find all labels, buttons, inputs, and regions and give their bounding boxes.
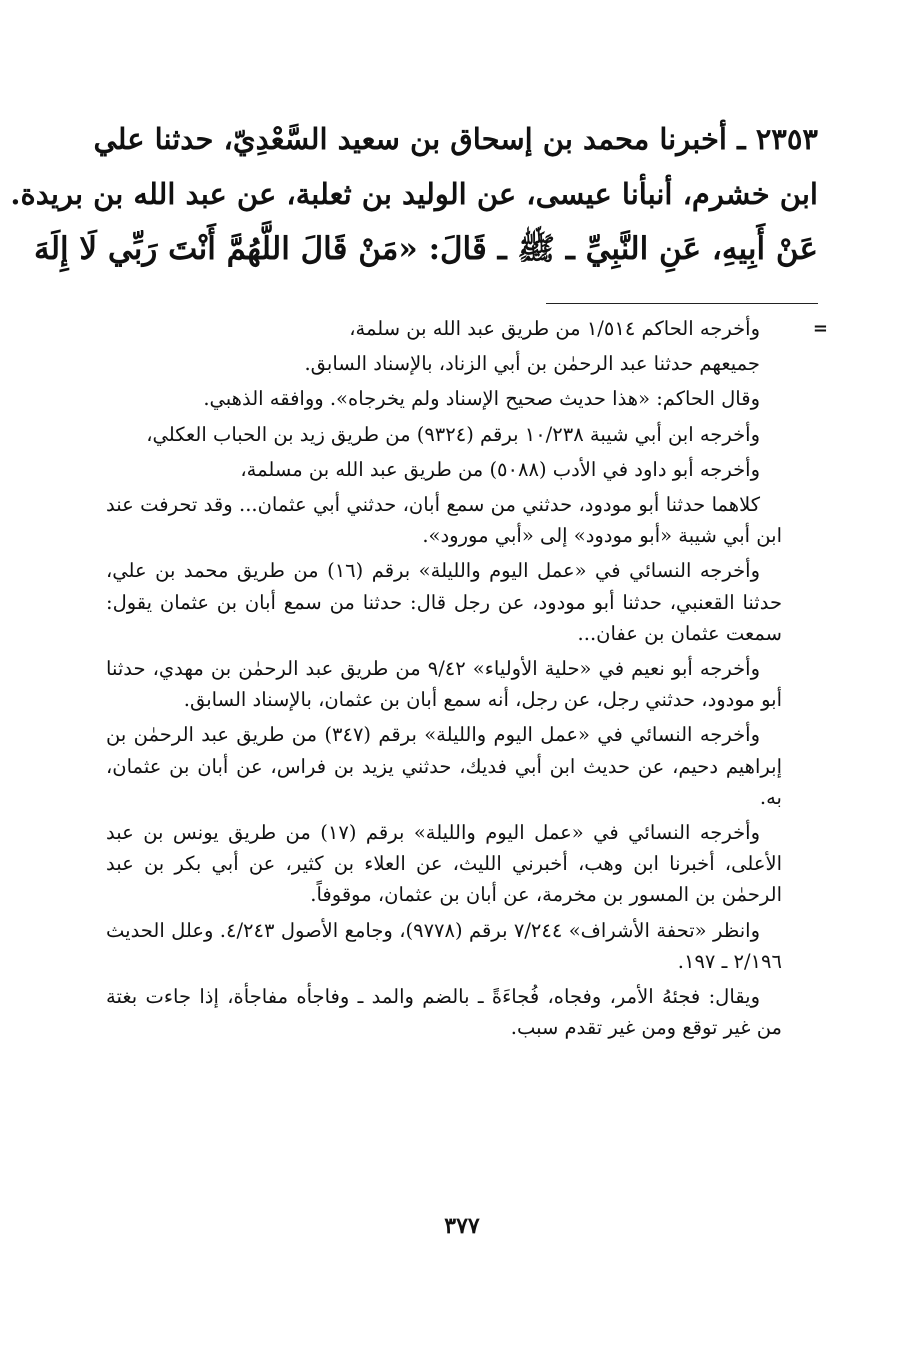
footnote-paragraph: وأخرجه أبو نعيم في «حلية الأولياء» ٩/٤٢ من طريق عبد الرحمٰن بن مهدي، حدثنا أبو مودود، حدثني رجل، عن رجل، أنه سمع أبان بن عثمان، بالإسناد السابق. bbox=[106, 657, 782, 712]
page-number: ٣٧٧ bbox=[444, 1213, 480, 1239]
footnote-paragraph: وأخرجه النسائي في «عمل اليوم والليلة» برقم (١٧) من طريق يونس بن عبد الأعلى، أخبرنا ابن وهب، أخبرني الليث، عن العلاء بن كثير، عن أبي بكر بن عبد الرحمٰن بن المسور بن مخرمة، عن أبان بن عثمان، موقوفاً. bbox=[106, 821, 782, 907]
footnote-paragraph: جميعهم حدثنا عبد الرحمٰن بن أبي الزناد، بالإسناد السابق. bbox=[304, 352, 760, 376]
footnote-paragraph: وقال الحاكم: «هذا حديث صحيح الإسناد ولم يخرجاه». ووافقه الذهبي. bbox=[203, 387, 760, 411]
footnote-paragraph: ويقال: فجئهُ الأمر، وفجاه، فُجاءَةً ـ بالضم والمد ـ وفاجأه مفاجأة، إذا جاءت بغتة من غير توقع ومن غير تقدم سبب. bbox=[106, 985, 782, 1040]
footnote-paragraph: وأخرجه النسائي في «عمل اليوم والليلة» برقم (١٦) من طريق محمد بن علي، حدثنا القعنبي، حدثنا أبو مودود، عن رجل قال: حدثنا من سمع أبان بن عثمان يقول: سمعت عثمان بن عفان... bbox=[106, 559, 782, 645]
hadith-text bbox=[10, 112, 818, 277]
footnote-paragraph: وأخرجه النسائي في «عمل اليوم والليلة» برقم (٣٤٧) من طريق عبد الرحمٰن بن إبراهيم دحيم، عن حديث ابن أبي فديك، حدثني يزيد بن فراس، عن أبان بن عثمان، به. bbox=[106, 723, 782, 809]
footnote-paragraph: كلاهما حدثنا أبو مودود، حدثني من سمع أبان، حدثني أبي عثمان... وقد تحرفت عند ابن أبي شيبة «أبو مودود» إلى «أبي مورود». bbox=[106, 493, 782, 548]
footnote-paragraph: وانظر «تحفة الأشراف» ٧/٢٤٤ برقم (٩٧٧٨)، وجامع الأصول ٤/٢٤٣. وعلل الحديث ٢/١٩٦ ـ ١٩٧. bbox=[106, 918, 782, 973]
footnote-continuation-mark: = bbox=[812, 318, 828, 339]
hadith-line-2: ابن خشرم، أنبأنا عيسى، عن الوليد بن ثعلبة، عن عبد الله بن بريدة. bbox=[10, 177, 818, 211]
footnote-divider bbox=[546, 303, 818, 304]
hadith-line-3: عَنْ أَبِيهِ، عَنِ النَّبِيِّ ـ ﷺ ـ قَالَ: «مَنْ قَالَ اللَّهُمَّ أَنْتَ رَبِّي لَا إِلَهَ bbox=[33, 231, 818, 267]
footnote-paragraph: وأخرجه أبو داود في الأدب (٥٠٨٨) من طريق عبد الله بن مسلمة، bbox=[240, 457, 760, 481]
footnotes bbox=[106, 313, 782, 1047]
footnote-paragraph: وأخرجه ابن أبي شيبة ١٠/٢٣٨ برقم (٩٣٢٤) من طريق زيد بن الحباب العكلي، bbox=[146, 422, 760, 446]
footnote-paragraph: وأخرجه الحاكم ١/٥١٤ من طريق عبد الله بن سلمة، bbox=[349, 317, 760, 340]
hadith-line-1: ٢٣٥٣ ـ أخبرنا محمد بن إسحاق بن سعيد السَّعْدِيّ، حدثنا علي bbox=[93, 122, 818, 156]
